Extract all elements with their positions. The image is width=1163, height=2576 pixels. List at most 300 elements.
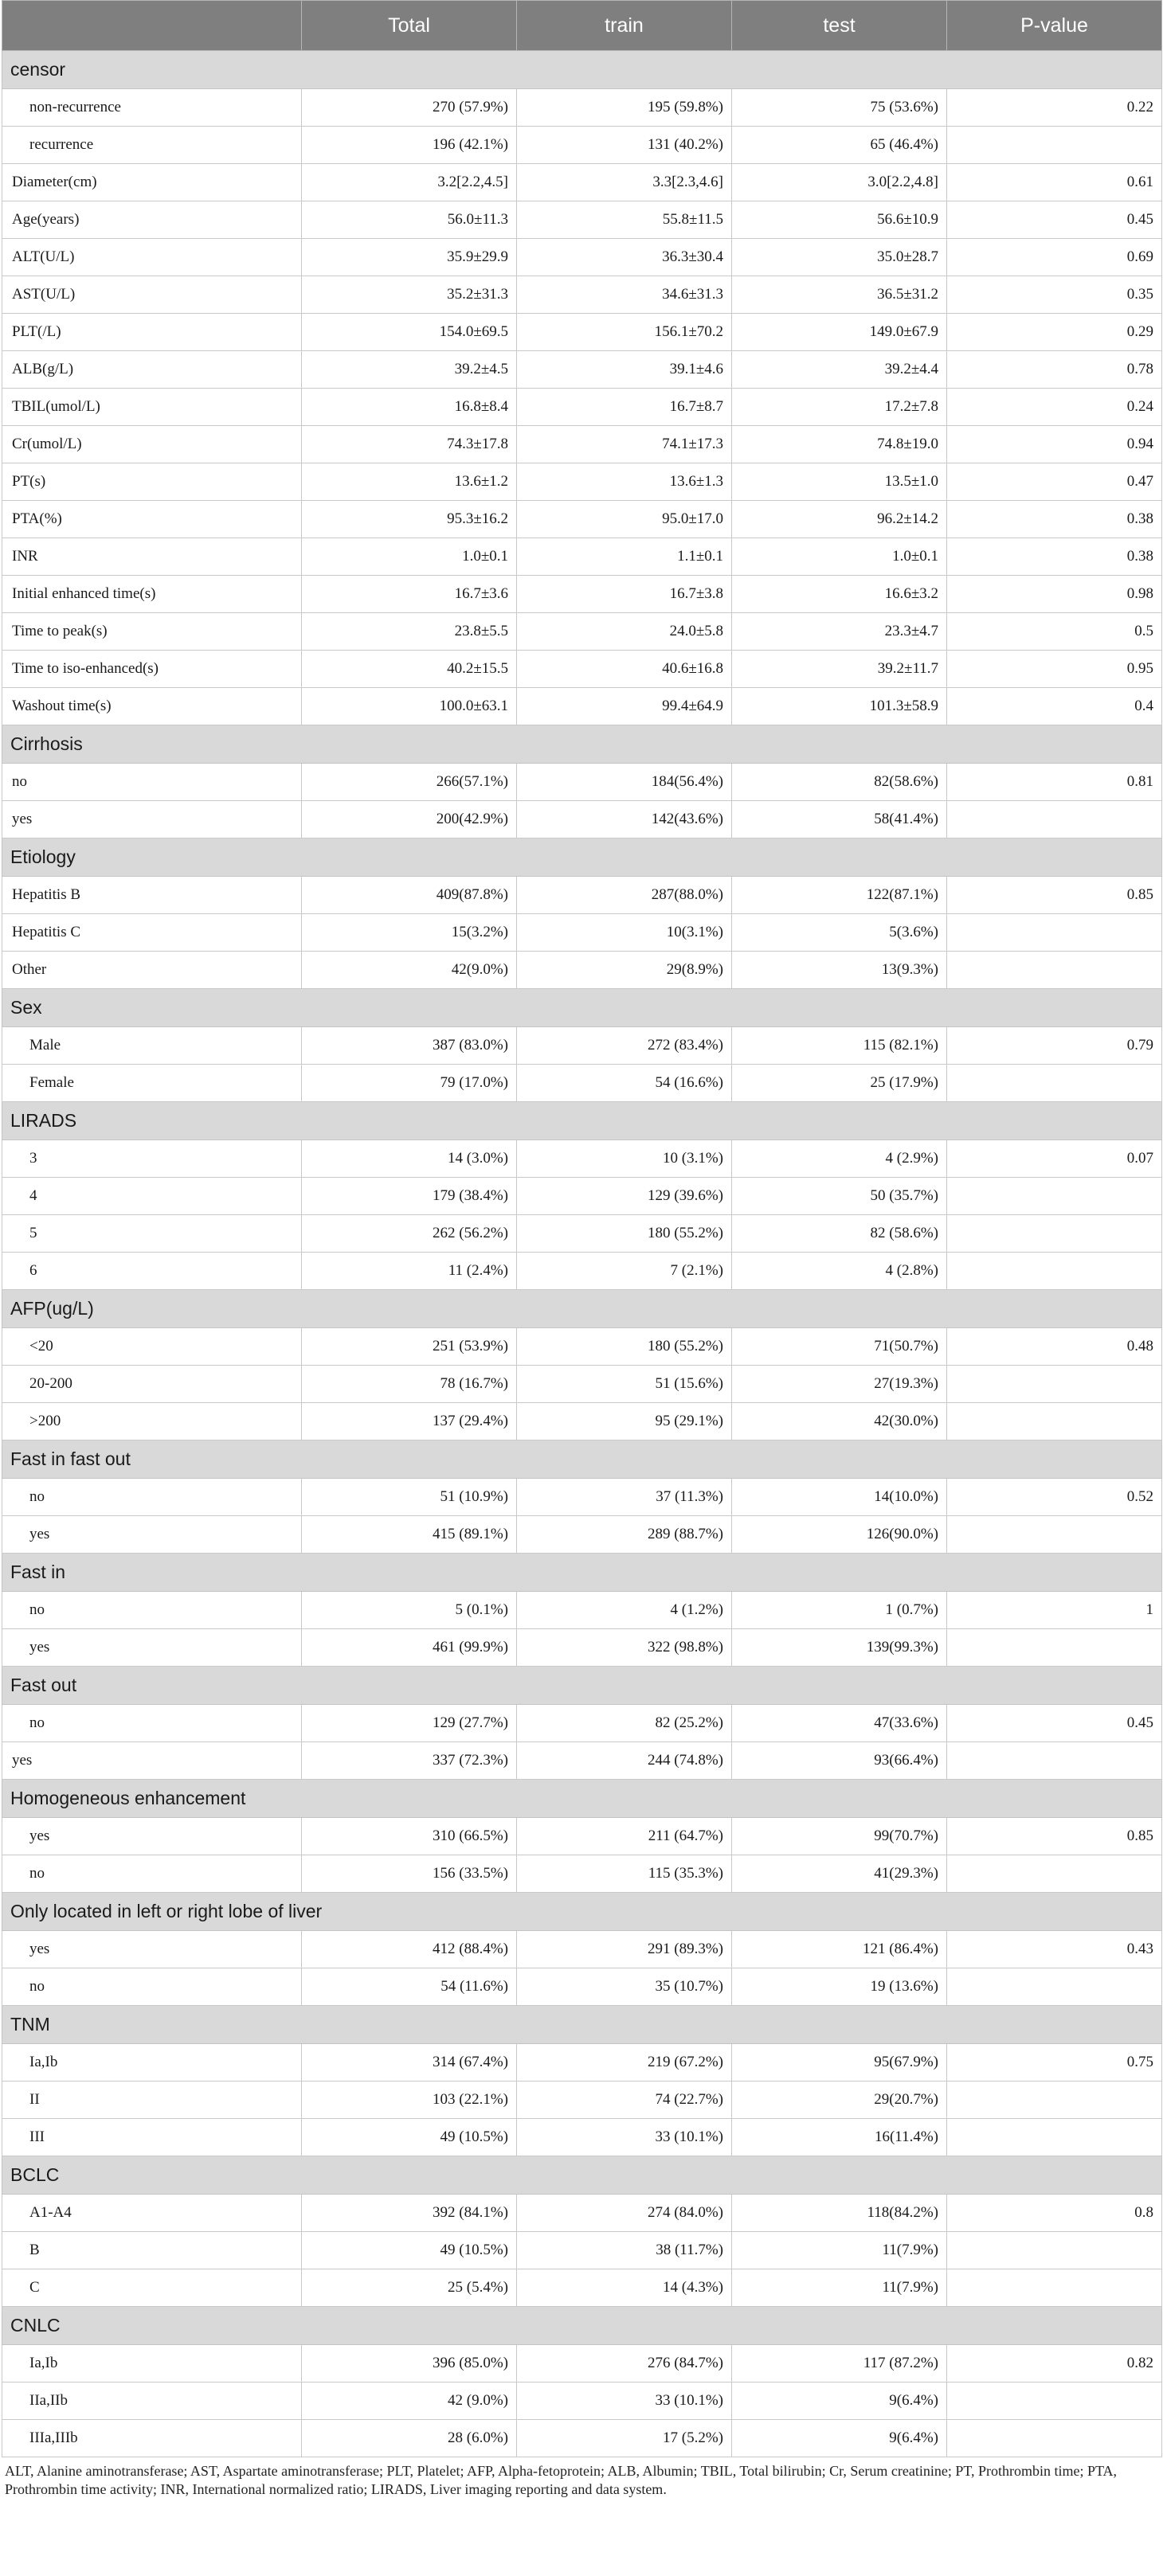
cell-total: 13.6±1.2 [302,463,517,501]
cell-test: 71(50.7%) [732,1328,947,1366]
cell-p-value [947,2269,1162,2307]
cell-p-value [947,1215,1162,1253]
cell-test: 121 (86.4%) [732,1931,947,1968]
cell-total: 387 (83.0%) [302,1027,517,1065]
cell-train: 287(88.0%) [517,877,732,914]
cell-total: 179 (38.4%) [302,1178,517,1215]
table-row [2,426,1162,463]
row-label: C [2,2269,302,2307]
cell-train: 17 (5.2%) [517,2420,732,2457]
cell-test: 117 (87.2%) [732,2345,947,2383]
cell-p-value [947,1855,1162,1893]
cell-p-value [947,952,1162,989]
cell-train: 180 (55.2%) [517,1215,732,1253]
cell-p-value [947,1403,1162,1440]
cell-train: 4 (1.2%) [517,1592,732,1629]
row-label: Ia,Ib [2,2044,302,2082]
table-row [2,1705,1162,1742]
cell-total: 78 (16.7%) [302,1366,517,1403]
cell-train: 10(3.1%) [517,914,732,952]
group-label: TNM [2,2006,1162,2044]
row-label: no [2,1592,302,1629]
cell-p-value: 0.22 [947,89,1162,127]
group-header-row [2,2156,1162,2195]
table-row [2,89,1162,127]
row-label: Cr(umol/L) [2,426,302,463]
table-row [2,952,1162,989]
table-row [2,1328,1162,1366]
group-header-row [2,725,1162,764]
cell-total: 16.8±8.4 [302,389,517,426]
group-label: BCLC [2,2156,1162,2195]
cell-total: 35.2±31.3 [302,276,517,314]
table-row [2,651,1162,688]
cell-total: 1.0±0.1 [302,538,517,576]
cell-total: 396 (85.0%) [302,2345,517,2383]
row-label: recurrence [2,127,302,164]
cell-total: 15(3.2%) [302,914,517,952]
cell-train: 33 (10.1%) [517,2119,732,2156]
row-label: Ia,Ib [2,2345,302,2383]
cell-test: 23.3±4.7 [732,613,947,651]
group-label: Sex [2,989,1162,1027]
table-row [2,2420,1162,2457]
cell-p-value [947,127,1162,164]
cell-test: 13.5±1.0 [732,463,947,501]
cell-total: 25 (5.4%) [302,2269,517,2307]
cell-train: 37 (11.3%) [517,1479,732,1516]
cell-train: 10 (3.1%) [517,1140,732,1178]
cell-p-value: 0.45 [947,1705,1162,1742]
group-header-row [2,2307,1162,2345]
cell-train: 24.0±5.8 [517,613,732,651]
row-label: III [2,2119,302,2156]
cell-p-value [947,2383,1162,2420]
cell-p-value [947,1629,1162,1667]
cell-p-value [947,1968,1162,2006]
cell-train: 74.1±17.3 [517,426,732,463]
cell-train: 13.6±1.3 [517,463,732,501]
cell-train: 82 (25.2%) [517,1705,732,1742]
cell-p-value: 0.24 [947,389,1162,426]
cell-train: 142(43.6%) [517,801,732,838]
cell-total: 42(9.0%) [302,952,517,989]
cell-test: 36.5±31.2 [732,276,947,314]
cell-train: 180 (55.2%) [517,1328,732,1366]
row-label: TBIL(umol/L) [2,389,302,426]
row-label: no [2,1855,302,1893]
table-row [2,1140,1162,1178]
cell-p-value: 0.29 [947,314,1162,351]
cell-test: 82(58.6%) [732,764,947,801]
table-row [2,2082,1162,2119]
group-label: Fast in [2,1554,1162,1592]
cell-total: 196 (42.1%) [302,127,517,164]
header-total: Total [302,1,517,51]
cell-p-value: 0.52 [947,1479,1162,1516]
group-label: censor [2,51,1162,89]
row-label: Washout time(s) [2,688,302,725]
cell-train: 74 (22.7%) [517,2082,732,2119]
cell-train: 99.4±64.9 [517,688,732,725]
cell-p-value: 0.47 [947,463,1162,501]
cell-p-value: 0.85 [947,1818,1162,1855]
cell-train: 115 (35.3%) [517,1855,732,1893]
cell-p-value: 0.98 [947,576,1162,613]
table-row [2,201,1162,239]
cell-total: 409(87.8%) [302,877,517,914]
group-header-row [2,1554,1162,1592]
cell-test: 11(7.9%) [732,2269,947,2307]
row-label: yes [2,801,302,838]
cell-p-value [947,2082,1162,2119]
cell-train: 274 (84.0%) [517,2195,732,2232]
cell-total: 266(57.1%) [302,764,517,801]
cell-total: 103 (22.1%) [302,2082,517,2119]
cell-test: 16.6±3.2 [732,576,947,613]
cell-train: 195 (59.8%) [517,89,732,127]
cell-total: 156 (33.5%) [302,1855,517,1893]
group-header-row [2,989,1162,1027]
baseline-characteristics-table [2,0,1162,2457]
table-row [2,1178,1162,1215]
cell-p-value: 0.45 [947,201,1162,239]
row-label: A1-A4 [2,2195,302,2232]
row-label: no [2,764,302,801]
header-p-value: P-value [947,1,1162,51]
cell-test: 122(87.1%) [732,877,947,914]
row-label: yes [2,1818,302,1855]
cell-p-value [947,1742,1162,1780]
group-label: CNLC [2,2307,1162,2345]
cell-test: 74.8±19.0 [732,426,947,463]
group-label: Homogeneous enhancement [2,1780,1162,1818]
cell-total: 3.2[2.2,4.5] [302,164,517,201]
row-label: Male [2,1027,302,1065]
row-label: no [2,1968,302,2006]
cell-total: 39.2±4.5 [302,351,517,389]
cell-test: 39.2±4.4 [732,351,947,389]
cell-p-value: 0.07 [947,1140,1162,1178]
cell-total: 79 (17.0%) [302,1065,517,1102]
table-row [2,1253,1162,1290]
cell-total: 5 (0.1%) [302,1592,517,1629]
cell-p-value [947,1253,1162,1290]
row-label: Hepatitis B [2,877,302,914]
cell-test: 50 (35.7%) [732,1178,947,1215]
cell-test: 56.6±10.9 [732,201,947,239]
table-row [2,1215,1162,1253]
cell-test: 9(6.4%) [732,2420,947,2457]
cell-total: 314 (67.4%) [302,2044,517,2082]
cell-test: 1 (0.7%) [732,1592,947,1629]
cell-test: 17.2±7.8 [732,389,947,426]
cell-train: 39.1±4.6 [517,351,732,389]
cell-test: 82 (58.6%) [732,1215,947,1253]
cell-p-value [947,1516,1162,1554]
cell-test: 47(33.6%) [732,1705,947,1742]
table-row [2,501,1162,538]
cell-train: 291 (89.3%) [517,1931,732,1968]
cell-p-value: 0.78 [947,351,1162,389]
group-label: Cirrhosis [2,725,1162,764]
row-label: 5 [2,1215,302,1253]
table-row [2,914,1162,952]
cell-total: 56.0±11.3 [302,201,517,239]
cell-test: 16(11.4%) [732,2119,947,2156]
cell-train: 184(56.4%) [517,764,732,801]
cell-train: 7 (2.1%) [517,1253,732,1290]
cell-p-value [947,801,1162,838]
table-row [2,276,1162,314]
cell-total: 251 (53.9%) [302,1328,517,1366]
cell-train: 14 (4.3%) [517,2269,732,2307]
cell-test: 11(7.9%) [732,2232,947,2269]
cell-total: 412 (88.4%) [302,1931,517,1968]
cell-test: 95(67.9%) [732,2044,947,2082]
cell-p-value: 0.61 [947,164,1162,201]
table-row [2,463,1162,501]
row-label: yes [2,1629,302,1667]
cell-p-value: 0.8 [947,2195,1162,2232]
row-label: no [2,1705,302,1742]
row-label: 6 [2,1253,302,1290]
table-row [2,1968,1162,2006]
row-label: >200 [2,1403,302,1440]
row-label: Diameter(cm) [2,164,302,201]
row-label: B [2,2232,302,2269]
table-row [2,1855,1162,1893]
cell-total: 40.2±15.5 [302,651,517,688]
cell-test: 149.0±67.9 [732,314,947,351]
group-label: Fast in fast out [2,1440,1162,1479]
table-body [2,51,1162,2457]
group-header-row [2,1440,1162,1479]
table-row [2,613,1162,651]
table-row [2,314,1162,351]
cell-total: 100.0±63.1 [302,688,517,725]
table-row [2,1629,1162,1667]
row-label: <20 [2,1328,302,1366]
cell-total: 392 (84.1%) [302,2195,517,2232]
table-row [2,1479,1162,1516]
cell-p-value [947,2232,1162,2269]
cell-test: 3.0[2.2,4.8] [732,164,947,201]
cell-p-value: 0.69 [947,239,1162,276]
row-label: INR [2,538,302,576]
cell-total: 49 (10.5%) [302,2119,517,2156]
cell-test: 9(6.4%) [732,2383,947,2420]
table-row [2,1818,1162,1855]
group-header-row [2,1102,1162,1140]
row-label: yes [2,1742,302,1780]
cell-test: 5(3.6%) [732,914,947,952]
cell-test: 4 (2.8%) [732,1253,947,1290]
cell-test: 58(41.4%) [732,801,947,838]
cell-p-value [947,1366,1162,1403]
row-label: no [2,1479,302,1516]
row-label: ALT(U/L) [2,239,302,276]
cell-total: 16.7±3.6 [302,576,517,613]
cell-test: 25 (17.9%) [732,1065,947,1102]
group-header-row [2,838,1162,877]
cell-test: 27(19.3%) [732,1366,947,1403]
cell-total: 95.3±16.2 [302,501,517,538]
cell-total: 200(42.9%) [302,801,517,838]
cell-train: 16.7±8.7 [517,389,732,426]
table-row [2,2383,1162,2420]
cell-p-value: 0.4 [947,688,1162,725]
row-label: ALB(g/L) [2,351,302,389]
cell-total: 54 (11.6%) [302,1968,517,2006]
table-row [2,2269,1162,2307]
cell-train: 55.8±11.5 [517,201,732,239]
cell-total: 74.3±17.8 [302,426,517,463]
cell-test: 42(30.0%) [732,1403,947,1440]
table-row [2,1931,1162,1968]
cell-train: 156.1±70.2 [517,314,732,351]
row-label: Hepatitis C [2,914,302,952]
cell-test: 118(84.2%) [732,2195,947,2232]
cell-total: 337 (72.3%) [302,1742,517,1780]
cell-train: 36.3±30.4 [517,239,732,276]
row-label: yes [2,1931,302,1968]
cell-total: 23.8±5.5 [302,613,517,651]
row-label: PT(s) [2,463,302,501]
table-row [2,2345,1162,2383]
cell-test: 4 (2.9%) [732,1140,947,1178]
cell-p-value [947,1178,1162,1215]
table-row [2,801,1162,838]
cell-train: 95.0±17.0 [517,501,732,538]
cell-total: 51 (10.9%) [302,1479,517,1516]
cell-p-value: 0.43 [947,1931,1162,1968]
cell-test: 39.2±11.7 [732,651,947,688]
cell-test: 65 (46.4%) [732,127,947,164]
cell-train: 40.6±16.8 [517,651,732,688]
row-label: 3 [2,1140,302,1178]
cell-total: 129 (27.7%) [302,1705,517,1742]
cell-p-value: 0.85 [947,877,1162,914]
cell-train: 35 (10.7%) [517,1968,732,2006]
cell-p-value: 0.48 [947,1328,1162,1366]
group-label: Only located in left or right lobe of liver [2,1893,1162,1931]
cell-test: 139(99.3%) [732,1629,947,1667]
row-label: PTA(%) [2,501,302,538]
cell-train: 34.6±31.3 [517,276,732,314]
cell-test: 101.3±58.9 [732,688,947,725]
cell-train: 272 (83.4%) [517,1027,732,1065]
row-label: Female [2,1065,302,1102]
cell-total: 262 (56.2%) [302,1215,517,1253]
cell-train: 33 (10.1%) [517,2383,732,2420]
cell-total: 137 (29.4%) [302,1403,517,1440]
cell-p-value: 0.38 [947,538,1162,576]
table-row [2,538,1162,576]
cell-p-value: 0.38 [947,501,1162,538]
table-row [2,239,1162,276]
row-label: 4 [2,1178,302,1215]
cell-test: 14(10.0%) [732,1479,947,1516]
cell-test: 93(66.4%) [732,1742,947,1780]
row-label: Initial enhanced time(s) [2,576,302,613]
cell-train: 219 (67.2%) [517,2044,732,2082]
cell-total: 42 (9.0%) [302,2383,517,2420]
cell-train: 95 (29.1%) [517,1403,732,1440]
table-row [2,2232,1162,2269]
cell-total: 270 (57.9%) [302,89,517,127]
cell-train: 131 (40.2%) [517,127,732,164]
cell-test: 35.0±28.7 [732,239,947,276]
cell-train: 211 (64.7%) [517,1818,732,1855]
cell-p-value: 0.79 [947,1027,1162,1065]
cell-test: 96.2±14.2 [732,501,947,538]
table-footnote: ALT, Alanine aminotransferase; AST, Aspartate aminotransferase; PLT, Platelet; AFP, Alpha-fetoprotein; ALB, Albumin; TBIL, Total bilirubin; Cr, Serum creatinine; PT, Prothrombin time; PTA, Prothrombin time activity; INR, International normalized ratio; LIRADS, Liver imaging reporting and data system. [5,2463,1118,2497]
cell-test: 1.0±0.1 [732,538,947,576]
table-row [2,1403,1162,1440]
row-label: PLT(/L) [2,314,302,351]
row-label: IIa,IIb [2,2383,302,2420]
cell-p-value: 0.5 [947,613,1162,651]
cell-train: 29(8.9%) [517,952,732,989]
cell-total: 14 (3.0%) [302,1140,517,1178]
row-label: Time to iso-enhanced(s) [2,651,302,688]
group-header-row [2,1893,1162,1931]
cell-train: 54 (16.6%) [517,1065,732,1102]
cell-p-value [947,2420,1162,2457]
group-label: Fast out [2,1667,1162,1705]
cell-test: 19 (13.6%) [732,1968,947,2006]
cell-test: 13(9.3%) [732,952,947,989]
cell-total: 28 (6.0%) [302,2420,517,2457]
cell-total: 11 (2.4%) [302,1253,517,1290]
cell-total: 154.0±69.5 [302,314,517,351]
row-label: IIIa,IIIb [2,2420,302,2457]
cell-test: 41(29.3%) [732,1855,947,1893]
row-label: II [2,2082,302,2119]
group-label: Etiology [2,838,1162,877]
cell-train: 244 (74.8%) [517,1742,732,1780]
row-label: 20-200 [2,1366,302,1403]
cell-total: 310 (66.5%) [302,1818,517,1855]
cell-total: 415 (89.1%) [302,1516,517,1554]
table-row [2,127,1162,164]
row-label: AST(U/L) [2,276,302,314]
cell-p-value [947,1065,1162,1102]
table-row [2,1027,1162,1065]
table-row [2,576,1162,613]
cell-p-value: 0.81 [947,764,1162,801]
table-row [2,1065,1162,1102]
table-row [2,351,1162,389]
cell-train: 289 (88.7%) [517,1516,732,1554]
cell-train: 276 (84.7%) [517,2345,732,2383]
group-header-row [2,1667,1162,1705]
cell-p-value: 0.35 [947,276,1162,314]
cell-train: 129 (39.6%) [517,1178,732,1215]
table-row [2,2195,1162,2232]
cell-train: 38 (11.7%) [517,2232,732,2269]
cell-train: 1.1±0.1 [517,538,732,576]
row-label: Other [2,952,302,989]
cell-train: 51 (15.6%) [517,1366,732,1403]
table-row [2,389,1162,426]
cell-test: 29(20.7%) [732,2082,947,2119]
cell-test: 99(70.7%) [732,1818,947,1855]
header-row [2,1,1162,51]
cell-p-value: 1 [947,1592,1162,1629]
cell-p-value: 0.82 [947,2345,1162,2383]
